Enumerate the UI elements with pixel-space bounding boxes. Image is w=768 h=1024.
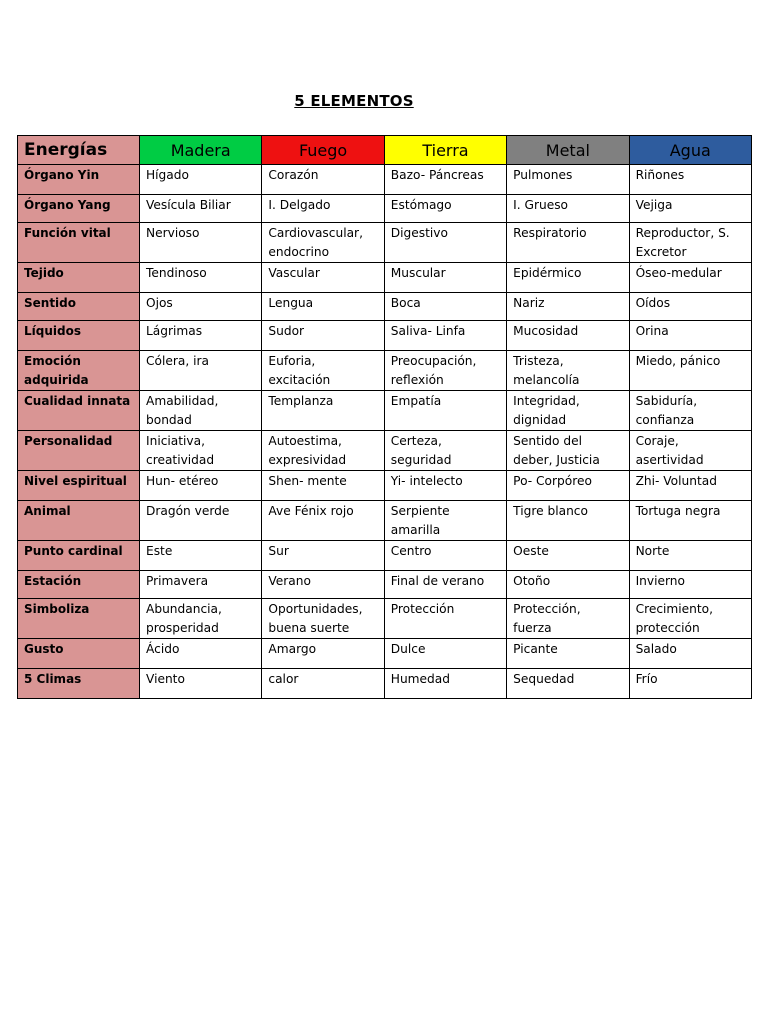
table-row: [18, 165, 752, 195]
header-madera: Madera: [140, 136, 262, 165]
table-cell: Serpiente amarilla: [384, 501, 506, 541]
table-cell: Boca: [384, 293, 506, 321]
table-cell: Primavera: [140, 571, 262, 599]
table-cell: Respiratorio: [507, 223, 629, 263]
table-cell: Frío: [629, 669, 751, 699]
table-cell: Certeza, seguridad: [384, 431, 506, 471]
table-cell: Picante: [507, 639, 629, 669]
table-cell: Dulce: [384, 639, 506, 669]
header-agua: Agua: [629, 136, 751, 165]
row-label: Estación: [18, 571, 140, 599]
table-header-row: [18, 136, 752, 165]
table-row: [18, 195, 752, 223]
table-cell: Ave Fénix rojo: [262, 501, 384, 541]
table-cell: Preocupación, reflexión: [384, 351, 506, 391]
table-row: [18, 391, 752, 431]
table-cell: Hun- etéreo: [140, 471, 262, 501]
table-cell: Sequedad: [507, 669, 629, 699]
table-row: [18, 541, 752, 571]
row-label: Emoción adquirida: [18, 351, 140, 391]
table-cell: Orina: [629, 321, 751, 351]
table-cell: Lengua: [262, 293, 384, 321]
table-cell: Hígado: [140, 165, 262, 195]
table-body: [18, 165, 752, 699]
table-cell: Empatía: [384, 391, 506, 431]
table-cell: Final de verano: [384, 571, 506, 599]
table-cell: I. Grueso: [507, 195, 629, 223]
row-label: Líquidos: [18, 321, 140, 351]
table-cell: Ácido: [140, 639, 262, 669]
header-metal: Metal: [507, 136, 629, 165]
table-cell: Sabiduría, confianza: [629, 391, 751, 431]
five-elements-table: [17, 135, 752, 699]
table-cell: Yi- intelecto: [384, 471, 506, 501]
table-cell: Riñones: [629, 165, 751, 195]
row-label: Tejido: [18, 263, 140, 293]
row-label: Gusto: [18, 639, 140, 669]
table-cell: Miedo, pánico: [629, 351, 751, 391]
table-cell: calor: [262, 669, 384, 699]
table-cell: Óseo-medular: [629, 263, 751, 293]
table-cell: Nervioso: [140, 223, 262, 263]
table-row: [18, 351, 752, 391]
table-cell: Autoestima, expresividad: [262, 431, 384, 471]
row-label: Órgano Yang: [18, 195, 140, 223]
table-row: [18, 501, 752, 541]
row-label: Simboliza: [18, 599, 140, 639]
header-fuego: Fuego: [262, 136, 384, 165]
table-row: [18, 293, 752, 321]
table-cell: Shen- mente: [262, 471, 384, 501]
row-label: Sentido: [18, 293, 140, 321]
row-label: Cualidad innata: [18, 391, 140, 431]
table-row: [18, 223, 752, 263]
header-tierra: Tierra: [384, 136, 506, 165]
table-cell: Otoño: [507, 571, 629, 599]
table-cell: Oídos: [629, 293, 751, 321]
table-cell: Zhi- Voluntad: [629, 471, 751, 501]
table-cell: Sur: [262, 541, 384, 571]
document-title: 5 ELEMENTOS: [294, 92, 414, 110]
table-cell: Tristeza, melancolía: [507, 351, 629, 391]
table-row: [18, 571, 752, 599]
table-cell: Salado: [629, 639, 751, 669]
table-cell: Viento: [140, 669, 262, 699]
row-label: Órgano Yin: [18, 165, 140, 195]
table-row: [18, 263, 752, 293]
table-cell: Tortuga negra: [629, 501, 751, 541]
table-cell: Sentido del deber, Justicia: [507, 431, 629, 471]
table-cell: Coraje, asertividad: [629, 431, 751, 471]
table-cell: Reproductor, S. Excretor: [629, 223, 751, 263]
header-energias: Energías: [18, 136, 140, 165]
row-label: 5 Climas: [18, 669, 140, 699]
table-cell: Cardiovascular, endocrino: [262, 223, 384, 263]
table-row: [18, 431, 752, 471]
table-cell: I. Delgado: [262, 195, 384, 223]
table-cell: Templanza: [262, 391, 384, 431]
table-cell: Amargo: [262, 639, 384, 669]
table-cell: Iniciativa, creatividad: [140, 431, 262, 471]
table-cell: Norte: [629, 541, 751, 571]
table-row: [18, 639, 752, 669]
table-cell: Humedad: [384, 669, 506, 699]
table-cell: Invierno: [629, 571, 751, 599]
table-row: [18, 471, 752, 501]
table-cell: Saliva- Linfa: [384, 321, 506, 351]
row-label: Función vital: [18, 223, 140, 263]
table-cell: Vascular: [262, 263, 384, 293]
table-cell: Epidérmico: [507, 263, 629, 293]
table-cell: Lágrimas: [140, 321, 262, 351]
table-cell: Nariz: [507, 293, 629, 321]
table-cell: Cólera, ira: [140, 351, 262, 391]
table-cell: Oportunidades, buena suerte: [262, 599, 384, 639]
table-cell: Mucosidad: [507, 321, 629, 351]
table-cell: Po- Corpóreo: [507, 471, 629, 501]
table-cell: Integridad, dignidad: [507, 391, 629, 431]
table-cell: Crecimiento, protección: [629, 599, 751, 639]
table-cell: Oeste: [507, 541, 629, 571]
table-cell: Digestivo: [384, 223, 506, 263]
table-cell: Sudor: [262, 321, 384, 351]
table-cell: Estómago: [384, 195, 506, 223]
row-label: Animal: [18, 501, 140, 541]
row-label: Nivel espiritual: [18, 471, 140, 501]
table-cell: Euforia, excitación: [262, 351, 384, 391]
table-cell: Bazo- Páncreas: [384, 165, 506, 195]
table-cell: Protección, fuerza: [507, 599, 629, 639]
table-cell: Abundancia, prosperidad: [140, 599, 262, 639]
table-row: [18, 669, 752, 699]
table-cell: Tigre blanco: [507, 501, 629, 541]
row-label: Punto cardinal: [18, 541, 140, 571]
table-cell: Muscular: [384, 263, 506, 293]
table-cell: Corazón: [262, 165, 384, 195]
table-cell: Protección: [384, 599, 506, 639]
table-cell: Pulmones: [507, 165, 629, 195]
table-cell: Este: [140, 541, 262, 571]
table-cell: Amabilidad, bondad: [140, 391, 262, 431]
row-label: Personalidad: [18, 431, 140, 471]
table-row: [18, 321, 752, 351]
table-cell: Centro: [384, 541, 506, 571]
table-cell: Vejiga: [629, 195, 751, 223]
table-cell: Dragón verde: [140, 501, 262, 541]
table-cell: Tendinoso: [140, 263, 262, 293]
table-row: [18, 599, 752, 639]
table-cell: Ojos: [140, 293, 262, 321]
table-cell: Verano: [262, 571, 384, 599]
table-cell: Vesícula Biliar: [140, 195, 262, 223]
